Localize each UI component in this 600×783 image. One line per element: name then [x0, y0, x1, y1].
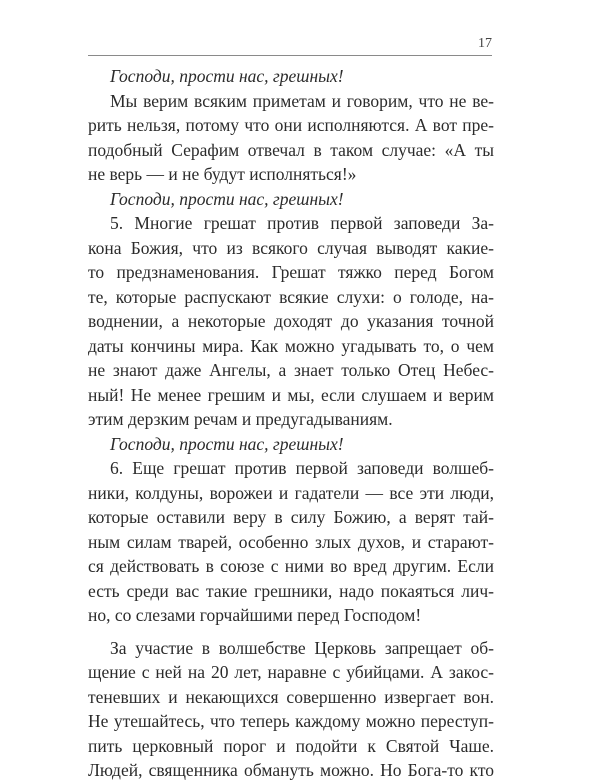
text-line: но, со слезами горчайшими перед Господом!	[88, 605, 422, 625]
text-line: воднении, а некоторые доходят до указания точной	[88, 311, 494, 331]
text-line: не знают даже Ангелы, а знает только Отец Небес-	[88, 360, 494, 380]
text-line: 5. Многие грешат против первой заповеди За-	[110, 213, 494, 233]
text-line: есть среди вас такие грешники, надо покаяться лич-	[88, 580, 494, 601]
text-line: ся действовать в союзе с ними во вред другим. Если	[88, 556, 494, 576]
text-line: теневших и некающихся совершенно извергает вон.	[88, 686, 494, 707]
paragraph-gap	[88, 628, 494, 636]
text-line: щение с ней на 20 лет, наравне с убийцами. А закос-	[88, 662, 494, 682]
text-line: то предзнаменования. Грешат тяжко перед Богом	[88, 262, 494, 282]
text-line: ный! Не менее грешим и мы, если слушаем и верим	[88, 384, 494, 405]
header-rule	[88, 55, 492, 56]
prayer-line: Господи, прости нас, грешных!	[110, 188, 344, 209]
page-number: 17	[478, 36, 492, 51]
text-line: которые оставили веру в силу Божию, а верят тай-	[88, 507, 494, 527]
text-line: не верь — и не будут исполняться!»	[88, 164, 357, 184]
text-line: ники, колдуны, ворожеи и гадатели — все эти люди,	[88, 482, 494, 503]
text-line: этим дерзким речам и предугадываниям.	[88, 409, 393, 429]
prayer-line: Господи, прости нас, грешных!	[110, 66, 344, 86]
body-text	[88, 64, 494, 783]
text-line: подобный Серафим отвечал в таком случае: «А ты	[88, 139, 494, 160]
text-line: Мы верим всяким приметам и говорим, что не ве-	[110, 90, 494, 111]
text-line: те, которые распускают всякие слухи: о голоде, на-	[88, 286, 494, 307]
text-line: Людей, священника обмануть можно. Но Бога-то кто	[88, 760, 494, 780]
text-line: кона Божия, что из всякого случая выводят какие-	[88, 237, 494, 258]
text-line: ным силам тварей, особенно злых духов, и старают-	[88, 531, 494, 552]
text-line: Не утешайтесь, что теперь каждому можно переступ-	[88, 711, 494, 731]
text-line: За участие в волшебстве Церковь запрещает об-	[110, 637, 494, 658]
text-line: 6. Еще грешат против первой заповеди волшеб-	[110, 458, 494, 478]
text-line: даты кончины мира. Как можно угадывать то, о чем	[88, 335, 494, 356]
text-line: рить нельзя, потому что они исполняются. А вот пре-	[88, 115, 494, 135]
prayer-line: Господи, прости нас, грешных!	[110, 433, 344, 454]
text-line: пить церковный порог и подойти к Святой Чаше.	[88, 735, 494, 756]
